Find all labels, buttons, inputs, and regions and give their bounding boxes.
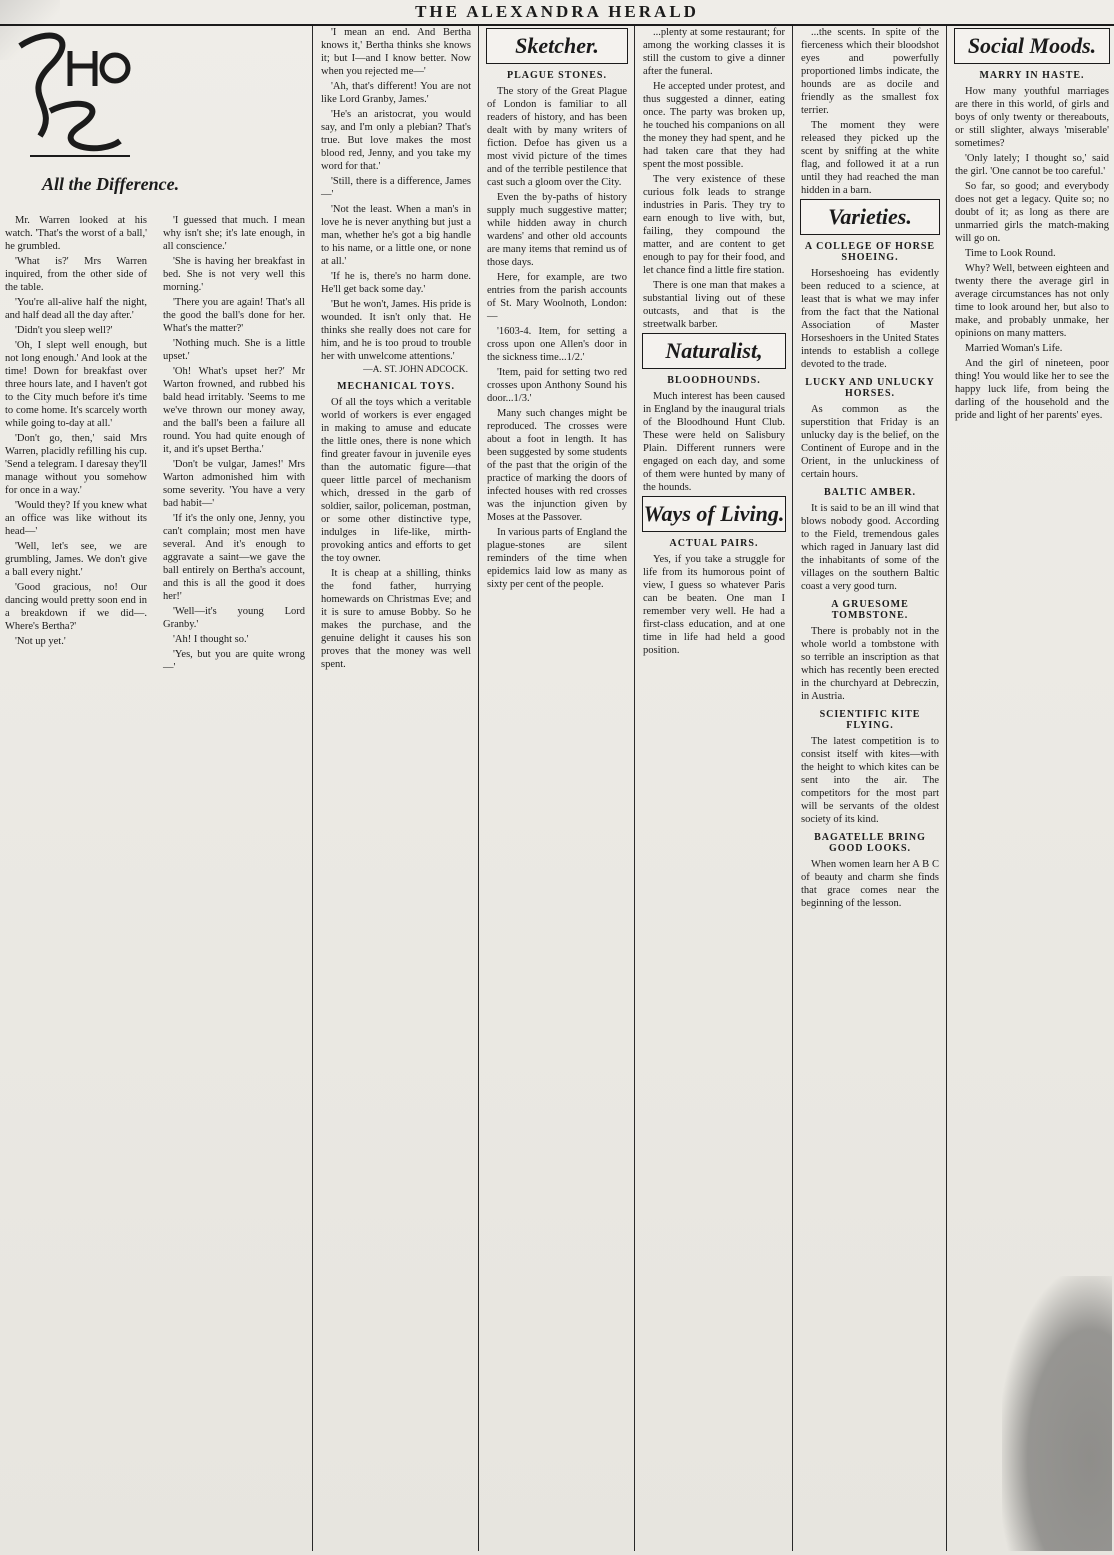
story-continued-paragraph: 'Still, there is a difference, James—': [321, 176, 471, 200]
section-heading-plague-stones: PLAGUE STONES.: [507, 70, 607, 81]
naturalist-continued-paragraph: ...the scents. In spite of the fierceness which their bloodshot eyes and powerfully proportioned limbs indicate, the hounds are as docile and friendly as the smallest fox terrier.: [801, 27, 939, 116]
varieties-paragraph: As common as the superstition that Friday is an unlucky day is the belief, on the Continent of Europe and in the Orient, in the unluckiness of certain hours.: [801, 404, 939, 480]
story-paragraph: 'Ah! I thought so.': [173, 634, 249, 645]
social-moods-paragraph: 'Only lately; I thought so,' said the girl. 'One cannot be too careful.': [955, 153, 1109, 177]
story-paragraph: 'Don't be vulgar, James!' Mrs Warton admonished him with some severity. 'You have a very bad habit—': [163, 459, 305, 509]
varieties-paragraph: It is said to be an ill wind that blows nobody good. According to the Field, tremendous gales which raged in January last did the inhabitants of some of the villages on the southern Baltic coast a very good turn.: [801, 503, 939, 592]
social-moods-paragraph: How many youthful marriages are there in this world, of girls and boys of only twenty or thereabouts, or still slighter, always 'miserable' sometimes?: [955, 86, 1109, 149]
column-rule: [634, 26, 635, 1551]
short-story-text: [2, 214, 308, 674]
social-moods-title: Social Moods.: [967, 33, 1097, 58]
column-five: [798, 26, 942, 1551]
varieties-paragraph: The latest competition is to consist itself with kites—with the height to which kites can be sent into the air. The competitors for the most part will be servants of the oldest society of its kind.: [801, 736, 939, 825]
page-damage-stain: [1002, 1276, 1112, 1551]
column-two: [318, 26, 474, 1551]
varieties-title: Varieties.: [828, 204, 912, 229]
sketcher-paragraph: Here, for example, are two entries from the parish accounts of St. Mary Woolnoth, London:—: [487, 272, 627, 322]
column-six: [952, 26, 1112, 1551]
ways-of-living-paragraph: Yes, if you take a struggle for life from its humorous point of view, I guess so whatever Paris can be beaten. One man I remember very well. He had a first-class education, and at one time in life had held a good position.: [643, 554, 785, 656]
column-rule: [792, 26, 793, 1551]
sketcher-continued-paragraph: He accepted under protest, and thus suggested a dinner, eating once. The party was broken up, he touched his companions on all the money they had spent, and he had taken care that they had spent the most possible.: [643, 81, 785, 170]
naturalist-title: Naturalist,: [665, 338, 763, 363]
varieties-paragraph: When women learn her A B C of beauty and charm she finds that grace comes near the beginning of the lesson.: [801, 859, 939, 909]
ways-of-living-title: Ways of Living.: [643, 501, 785, 526]
story-paragraph: 'Oh! What's upset her?' Mr Warton frowned, and rubbed his bald head irritably. 'Seems to me we've thrown our money away, and the ball's been a failure all round. You had quite enough of it, and it's upset Bertha.': [163, 366, 305, 455]
story-paragraph: 'Good gracious, no! Our dancing would pretty soon end in a breakdown if we did—. Where's Bertha?': [5, 582, 147, 632]
sketcher-continued-paragraph: The very existence of these curious folk leads to strange industries in Paris. They try to earn enough to live with, but, failing, they compound the matter, and are content to get enough to pay for their food, and let chance find a little fire station.: [643, 174, 785, 276]
story-paragraph: 'She is having her breakfast in bed. She is not very well this morning.': [163, 256, 305, 293]
story-paragraph: 'If it's the only one, Jenny, you can't complain; most men have several. And it's enough to aggravate a saint—we gave the ball entirely on Bertha's account, and this is all the good it does her!': [163, 513, 305, 602]
section-heading-college-horse-shoeing: A COLLEGE OF HORSE SHOEING.: [804, 241, 936, 263]
story-paragraph: 'Well, let's see, we are grumbling, James. We don't give a ball every night.': [5, 541, 147, 578]
story-paragraph: 'Nothing much. She is a little upset.': [163, 338, 305, 362]
mechanical-toys-paragraph: It is cheap at a shilling, thinks the fond father, hurrying homewards on Christmas Eve; and it is sure to amuse Bobby. So he makes the purchase, and the genuine delight it causes his son proves that the money was well spent.: [321, 568, 471, 670]
column-rule: [478, 26, 479, 1551]
sketcher-paragraph: In various parts of England the plague-stones are silent reminders of the time when epidemics laid low as many as sixty per cent of the people.: [487, 527, 627, 590]
story-continued-paragraph: 'He's an aristocrat, you would say, and I'm only a plebian? That's true. But love makes the most blood red, Jenny, and you take my word for that.': [321, 109, 471, 172]
section-heading-scientific-kite-flying: SCIENTIFIC KITE FLYING.: [819, 709, 921, 731]
short-story-logo-icon: [10, 26, 140, 176]
section-heading-baltic-amber: BALTIC AMBER.: [823, 487, 917, 498]
social-moods-paragraph: Married Woman's Life.: [965, 343, 1063, 354]
section-heading-bagatelle: BAGATELLE BRING GOOD LOOKS.: [814, 832, 926, 854]
section-heading-gruesome-tombstone: A GRUESOME TOMBSTONE.: [831, 599, 909, 621]
section-heading-bloodhounds: BLOODHOUNDS.: [667, 375, 761, 386]
story-paragraph: 'Yes, but you are quite wrong—': [163, 649, 305, 673]
story-continued-paragraph: 'Ah, that's different! You are not like Lord Granby, James.': [321, 81, 471, 105]
naturalist-paragraph: Much interest has been caused in England by the inaugural trials of the Bloodhound Hunt Club. These were held on Salisbury Plain. Different runners were engaged on each day, and some of them were hunted by many of the hounds.: [643, 391, 785, 493]
story-paragraph: 'Don't go, then,' said Mrs Warren, placidly refilling his cup. 'Send a telegram. I daresay they'll manage without you somehow for once in a way.': [5, 433, 147, 496]
section-heading-marry-in-haste: MARRY IN HASTE.: [979, 70, 1085, 81]
naturalist-continued-paragraph: The moment they were released they picked up the scent by sniffing at the white flag, and followed it at a run until they had reached the man hidden in a barn.: [801, 120, 939, 196]
sketcher-title: Sketcher.: [515, 33, 599, 58]
social-moods-header: [954, 28, 1110, 64]
story-paragraph: 'What is?' Mrs Warren inquired, from the other side of the table.: [5, 256, 147, 293]
section-heading-lucky-horses: LUCKY AND UNLUCKY HORSES.: [805, 377, 935, 399]
sketcher-paragraph: 'Item, paid for setting two red crosses upon Anthony Sound his door...1/3.': [487, 367, 627, 404]
masthead-title: THE ALEXANDRA HERALD: [415, 2, 699, 21]
masthead: [0, 0, 1114, 26]
social-moods-paragraph: Why? Well, between eighteen and twenty there the average girl in average circumstances has not only time to look around her, but also to make, and probably unmake, her opinions on many matters.: [955, 263, 1109, 339]
story-byline: —A. ST. JOHN ADCOCK.: [363, 365, 468, 375]
varieties-paragraph: Horseshoeing has evidently been reduced to a science, at least that is what we may infer from the fact that the National Association of Master Horseshoers in the United States intends to establish a college devoted to the trade.: [801, 268, 939, 370]
column-four: [640, 26, 788, 1551]
social-moods-paragraph: And the girl of nineteen, poor thing! You would like her to see the happy luck life, from being the darling of the household and the pride and light of her parents' eyes.: [955, 358, 1109, 421]
sketcher-continued-paragraph: There is one man that makes a substantial living out of these outcasts, and that is the streetwalk barber.: [643, 280, 785, 330]
sketcher-header: [486, 28, 628, 64]
social-moods-paragraph: Time to Look Round.: [965, 248, 1056, 259]
column-rule: [312, 26, 313, 1551]
story-paragraph: 'Well—it's young Lord Granby.': [163, 606, 305, 630]
sketcher-continued-paragraph: ...plenty at some restaurant; for among the working classes it is still the custom to give a dinner after the funeral.: [643, 27, 785, 77]
mechanical-toys-paragraph: Of all the toys which a veritable world of workers is ever engaged in making to amuse and educate the little ones, there is none which find greater favour in juvenile eyes than the automatic figure—that queer little parcel of mechanism which, dressed in the garb of soldier, sailor, policeman, postman, or some other distinctive type, indulges in life-like, mirth-provoking antics and efforts to get the toy owner.: [321, 397, 471, 564]
story-continued-paragraph: 'But he won't, James. His pride is wounded. It isn't only that. He thinks she really does not care for him, and he is too proud to trouble her with unwelcome attentions.': [321, 299, 471, 362]
story-continued-paragraph: 'Not the least. When a man's in love he is never anything but just a man, whether he's got a big handle to his name, or a little one, or none at all.': [321, 204, 471, 267]
short-story-subtitle: All the Difference.: [42, 174, 180, 194]
sketcher-paragraph: Many such changes might be reproduced. The crosses were about a foot in length. It has been suggested by some students of the past that the origin of the practice of marking the doors of infected houses with red crosses was the injunction given by Moses at the Passover.: [487, 408, 627, 523]
social-moods-paragraph: So far, so good; and everybody does not get a legacy. Quite so; no doubt of it; as long as there are unmarried girls the match-making will go on.: [955, 181, 1109, 244]
story-paragraph: 'Didn't you sleep well?': [15, 325, 113, 336]
section-heading-mechanical-toys: MECHANICAL TOYS.: [337, 381, 455, 392]
story-paragraph: 'You're all-alive half the night, and half dead all the day after.': [5, 297, 147, 321]
story-paragraph: 'I guessed that much. I mean why isn't she; it's late enough, in all conscience.': [163, 215, 305, 252]
column-short-story: [2, 26, 308, 1551]
story-paragraph: 'Oh, I slept well enough, but not long enough.' And look at the time! Down for breakfast over three hours late, and I haven't got to the City much before it's time to come home. It's scarcely worth while going to-day at all.': [5, 340, 147, 429]
story-continued-paragraph: 'If he is, there's no harm done. He'll get back some day.': [321, 271, 471, 295]
short-story-banner: [2, 26, 308, 208]
sketcher-paragraph: Even the by-paths of history supply much suggestive matter; while hidden away in church wardens' and other old accounts are many items that remind us of those days.: [487, 192, 627, 268]
naturalist-header: [642, 333, 786, 369]
sketcher-paragraph: '1603-4. Item, for setting a cross upon one Allen's door in the sickness time...1/2.': [487, 326, 627, 363]
section-heading-actual-pairs: ACTUAL PAIRS.: [669, 538, 759, 549]
column-three: [484, 26, 630, 1551]
story-paragraph: 'Not up yet.': [15, 636, 66, 647]
story-paragraph: Mr. Warren looked at his watch. 'That's the worst of a ball,' he grumbled.: [5, 215, 147, 252]
varieties-paragraph: There is probably not in the whole world a tombstone with so terrible an inscription as that which has recently been erected in the churchyard at Debreczin, in Austria.: [801, 626, 939, 702]
story-continued-paragraph: 'I mean an end. And Bertha knows it,' Bertha thinks she knows it; but I—and I know better. Now when you rejected me—': [321, 27, 471, 77]
varieties-header: [800, 199, 940, 235]
column-rule: [946, 26, 947, 1551]
sketcher-paragraph: The story of the Great Plague of London is familiar to all readers of history, and has been dealt with by many writers of fiction. Defoe has given us a most vivid picture of the times and of the terrible pestilence that cast such a gloom over the City.: [487, 86, 627, 188]
ways-of-living-header: [642, 496, 786, 532]
story-paragraph: 'Would they? If you knew what an office was like without its head—': [5, 500, 147, 537]
story-paragraph: 'There you are again! That's all the good the ball's done for her. What's the matter?': [163, 297, 305, 334]
